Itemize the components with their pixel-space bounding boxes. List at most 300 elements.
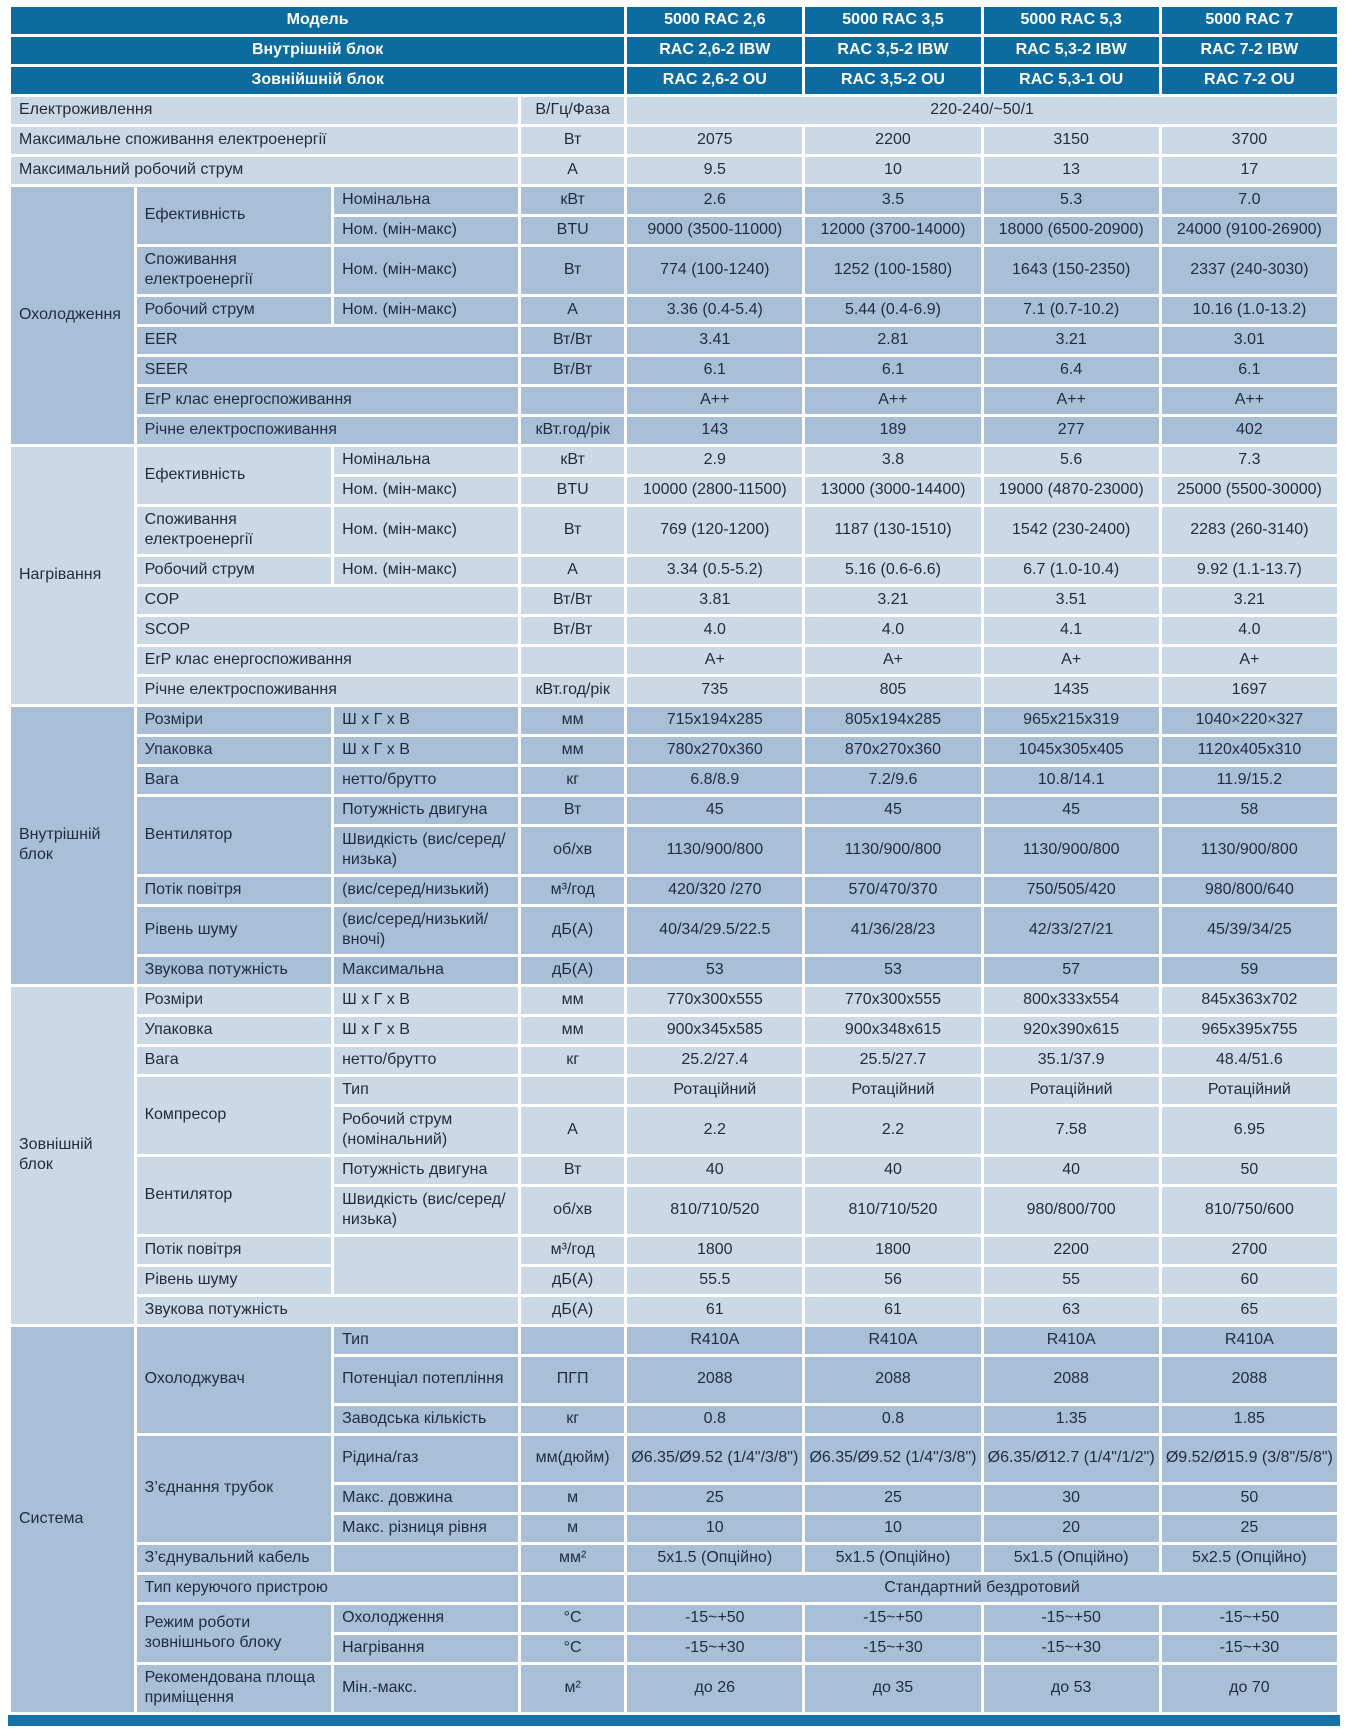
spec-label-cell: Потік повітря bbox=[137, 877, 331, 904]
table-row bbox=[11, 647, 1337, 674]
spec-label-cell: Упаковка bbox=[137, 737, 331, 764]
spec-label-cell: Рівень шуму bbox=[137, 1267, 331, 1294]
value-cell: 13000 (3000-14400) bbox=[805, 477, 980, 504]
table-row bbox=[11, 417, 1337, 444]
footer-bar bbox=[8, 1715, 1340, 1726]
value-cell: 3.21 bbox=[984, 327, 1159, 354]
value-cell: 25 bbox=[805, 1485, 980, 1512]
value-cell: 41/36/28/23 bbox=[805, 907, 980, 954]
table-row bbox=[11, 247, 1337, 294]
value-cell: 61 bbox=[805, 1297, 980, 1324]
value-cell: до 53 bbox=[984, 1665, 1159, 1712]
value-cell: 1542 (230-2400) bbox=[984, 507, 1159, 554]
value-cell: 1.35 bbox=[984, 1406, 1159, 1433]
table-row bbox=[11, 327, 1337, 354]
unit-cell: А bbox=[521, 1107, 624, 1154]
spec-sublabel-cell: Тип bbox=[334, 1327, 518, 1354]
section-label-cell: Охолодження bbox=[11, 187, 134, 444]
value-cell: -15~+50 bbox=[1162, 1605, 1337, 1632]
value-cell: 10.16 (1.0-13.2) bbox=[1162, 297, 1337, 324]
spec-label-cell: Ефективність bbox=[137, 187, 331, 244]
spec-sublabel-cell: Заводська кількість bbox=[334, 1406, 518, 1433]
unit-cell: дБ(А) bbox=[521, 1267, 624, 1294]
value-cell: Ø6.35/Ø12.7 (1/4"/1/2") bbox=[984, 1436, 1159, 1482]
table-row bbox=[11, 37, 1337, 64]
unit-cell: А bbox=[521, 157, 624, 184]
table-row bbox=[11, 187, 1337, 214]
unit-cell: °C bbox=[521, 1635, 624, 1662]
table-row bbox=[11, 707, 1337, 734]
spec-sublabel-cell: Рідина/газ bbox=[334, 1436, 518, 1482]
spec-label-cell: Потік повітря bbox=[137, 1237, 331, 1264]
value-cell: 1045x305x405 bbox=[984, 737, 1159, 764]
spec-sublabel-cell: Нагрівання bbox=[334, 1635, 518, 1662]
table-row bbox=[11, 557, 1337, 584]
spec-sublabel-cell: Ш х Г х В bbox=[334, 737, 518, 764]
value-cell: R410A bbox=[627, 1327, 802, 1354]
table-header-cell: Модель bbox=[11, 7, 624, 34]
spec-sublabel-cell: (вис/серед/низький) bbox=[334, 877, 518, 904]
spec-sublabel-cell: Ном. (мін-макс) bbox=[334, 217, 518, 244]
value-cell: 25.2/27.4 bbox=[627, 1047, 802, 1074]
value-cell: 6.95 bbox=[1162, 1107, 1337, 1154]
unit-cell: кВт bbox=[521, 447, 624, 474]
table-row bbox=[11, 617, 1337, 644]
unit-cell bbox=[521, 647, 624, 674]
unit-cell: Вт bbox=[521, 797, 624, 824]
unit-cell: А bbox=[521, 557, 624, 584]
spec-sublabel-cell: Ш х Г х В bbox=[334, 1017, 518, 1044]
value-cell: Ротаційний bbox=[984, 1077, 1159, 1104]
spec-label-cell: З’єднувальний кабель bbox=[137, 1545, 331, 1572]
value-cell: 980/800/700 bbox=[984, 1187, 1159, 1234]
value-cell: 6.1 bbox=[627, 357, 802, 384]
value-cell: 1.85 bbox=[1162, 1406, 1337, 1433]
spec-label-cell: SEER bbox=[137, 357, 518, 384]
value-cell: 10000 (2800-11500) bbox=[627, 477, 802, 504]
value-cell: 60 bbox=[1162, 1267, 1337, 1294]
value-cell: 800x333x554 bbox=[984, 987, 1159, 1014]
value-cell: 3.01 bbox=[1162, 327, 1337, 354]
value-cell: 48.4/51.6 bbox=[1162, 1047, 1337, 1074]
value-cell: 6.4 bbox=[984, 357, 1159, 384]
spec-label-cell: Робочий струм bbox=[137, 557, 331, 584]
value-cell: 25000 (5500-30000) bbox=[1162, 477, 1337, 504]
value-cell: 4.1 bbox=[984, 617, 1159, 644]
value-cell: 920x390x615 bbox=[984, 1017, 1159, 1044]
value-cell: 2.9 bbox=[627, 447, 802, 474]
value-cell: 1130/900/800 bbox=[627, 827, 802, 874]
value-cell: 1252 (100-1580) bbox=[805, 247, 980, 294]
value-cell: 3.8 bbox=[805, 447, 980, 474]
model-header-cell: RAC 5,3-1 OU bbox=[984, 67, 1159, 94]
value-cell: 56 bbox=[805, 1267, 980, 1294]
spec-sublabel-cell: Ном. (мін-макс) bbox=[334, 297, 518, 324]
spec-sublabel-cell: нетто/брутто bbox=[334, 767, 518, 794]
value-cell: 277 bbox=[984, 417, 1159, 444]
table-row bbox=[11, 877, 1337, 904]
unit-cell: °C bbox=[521, 1605, 624, 1632]
unit-cell: кг bbox=[521, 1406, 624, 1433]
value-cell: 2075 bbox=[627, 127, 802, 154]
value-cell: -15~+30 bbox=[805, 1635, 980, 1662]
value-cell: Стандартний бездротовий bbox=[627, 1575, 1337, 1602]
model-header-cell: RAC 2,6-2 OU bbox=[627, 67, 802, 94]
table-row bbox=[11, 1665, 1337, 1712]
spec-label-cell: Електроживлення bbox=[11, 97, 518, 124]
value-cell: 2.6 bbox=[627, 187, 802, 214]
value-cell: 7.58 bbox=[984, 1107, 1159, 1154]
value-cell: 1435 bbox=[984, 677, 1159, 704]
value-cell: 25.5/27.7 bbox=[805, 1047, 980, 1074]
unit-cell bbox=[521, 387, 624, 414]
value-cell: 45 bbox=[984, 797, 1159, 824]
value-cell: 7.2/9.6 bbox=[805, 767, 980, 794]
value-cell: 3.21 bbox=[805, 587, 980, 614]
value-cell: 2088 bbox=[805, 1357, 980, 1403]
spec-sublabel-cell: Ш х Г х В bbox=[334, 987, 518, 1014]
model-header-cell: RAC 3,5-2 IBW bbox=[805, 37, 980, 64]
spec-sublabel-cell: Тип bbox=[334, 1077, 518, 1104]
value-cell: 7.0 bbox=[1162, 187, 1337, 214]
value-cell: -15~+30 bbox=[1162, 1635, 1337, 1662]
value-cell: 1187 (130-1510) bbox=[805, 507, 980, 554]
unit-cell: об/хв bbox=[521, 827, 624, 874]
value-cell: 810/710/520 bbox=[805, 1187, 980, 1234]
value-cell: 143 bbox=[627, 417, 802, 444]
spec-label-cell: Ефективність bbox=[137, 447, 331, 504]
spec-label-cell: Вага bbox=[137, 1047, 331, 1074]
value-cell: 53 bbox=[805, 957, 980, 984]
spec-table-body bbox=[11, 7, 1337, 1712]
value-cell: 5.6 bbox=[984, 447, 1159, 474]
table-row bbox=[11, 987, 1337, 1014]
spec-sublabel-cell: нетто/брутто bbox=[334, 1047, 518, 1074]
spec-label-cell: Річне електроспоживання bbox=[137, 417, 518, 444]
value-cell: 1130/900/800 bbox=[1162, 827, 1337, 874]
spec-label-cell: Розміри bbox=[137, 987, 331, 1014]
value-cell: Ротаційний bbox=[627, 1077, 802, 1104]
unit-cell bbox=[521, 1327, 624, 1354]
spec-label-cell: Максимальне споживання електроенергії bbox=[11, 127, 518, 154]
spec-label-cell: Компресор bbox=[137, 1077, 331, 1154]
value-cell: 25 bbox=[1162, 1515, 1337, 1542]
value-cell: 6.7 (1.0-10.4) bbox=[984, 557, 1159, 584]
value-cell: Ø9.52/Ø15.9 (3/8"/5/8") bbox=[1162, 1436, 1337, 1482]
table-row bbox=[11, 357, 1337, 384]
value-cell: 980/800/640 bbox=[1162, 877, 1337, 904]
value-cell: 1040×220×327 bbox=[1162, 707, 1337, 734]
spec-label-cell: Звукова потужність bbox=[137, 957, 331, 984]
value-cell: 805 bbox=[805, 677, 980, 704]
value-cell: 1120x405x310 bbox=[1162, 737, 1337, 764]
spec-sublabel-cell: Швидкість (вис/серед/низька) bbox=[334, 827, 518, 874]
spec-sublabel-cell: Номінальна bbox=[334, 447, 518, 474]
spec-label-cell: Охолоджувач bbox=[137, 1327, 331, 1433]
value-cell: 965x215x319 bbox=[984, 707, 1159, 734]
spec-label-cell: Вентилятор bbox=[137, 797, 331, 874]
value-cell: 4.0 bbox=[1162, 617, 1337, 644]
unit-cell: м³/год bbox=[521, 1237, 624, 1264]
value-cell: 774 (100-1240) bbox=[627, 247, 802, 294]
value-cell: 3700 bbox=[1162, 127, 1337, 154]
value-cell: 5.3 bbox=[984, 187, 1159, 214]
unit-cell: Вт bbox=[521, 507, 624, 554]
table-row bbox=[11, 1017, 1337, 1044]
model-header-cell: RAC 5,3-2 IBW bbox=[984, 37, 1159, 64]
value-cell: 4.0 bbox=[805, 617, 980, 644]
value-cell: 3.36 (0.4-5.4) bbox=[627, 297, 802, 324]
value-cell: 30 bbox=[984, 1485, 1159, 1512]
value-cell: 24000 (9100-26900) bbox=[1162, 217, 1337, 244]
value-cell: 2088 bbox=[627, 1357, 802, 1403]
value-cell: 20 bbox=[984, 1515, 1159, 1542]
value-cell: 57 bbox=[984, 957, 1159, 984]
table-row bbox=[11, 907, 1337, 954]
value-cell: 7.1 (0.7-10.2) bbox=[984, 297, 1159, 324]
section-label-cell: Зовнішній блок bbox=[11, 987, 134, 1324]
value-cell: -15~+30 bbox=[984, 1635, 1159, 1662]
spec-sublabel-cell: Мін.-макс. bbox=[334, 1665, 518, 1712]
value-cell: 845x363x702 bbox=[1162, 987, 1337, 1014]
value-cell: 1130/900/800 bbox=[984, 827, 1159, 874]
unit-cell: мм bbox=[521, 987, 624, 1014]
value-cell: 40/34/29.5/22.5 bbox=[627, 907, 802, 954]
value-cell: 5.44 (0.4-6.9) bbox=[805, 297, 980, 324]
value-cell: 5.16 (0.6-6.6) bbox=[805, 557, 980, 584]
unit-cell: А bbox=[521, 297, 624, 324]
table-row bbox=[11, 957, 1337, 984]
value-cell: 11.9/15.2 bbox=[1162, 767, 1337, 794]
value-cell: 3.41 bbox=[627, 327, 802, 354]
model-header-cell: 5000 RAC 5,3 bbox=[984, 7, 1159, 34]
value-cell: 53 bbox=[627, 957, 802, 984]
spec-sublabel-cell: Ном. (мін-макс) bbox=[334, 247, 518, 294]
value-cell: A++ bbox=[627, 387, 802, 414]
value-cell: 61 bbox=[627, 1297, 802, 1324]
value-cell: 2.2 bbox=[805, 1107, 980, 1154]
value-cell: A++ bbox=[984, 387, 1159, 414]
value-cell: 965x395x755 bbox=[1162, 1017, 1337, 1044]
spec-label-cell: Рекомендована площа приміщення bbox=[137, 1665, 331, 1712]
value-cell: 19000 (4870-23000) bbox=[984, 477, 1159, 504]
spec-label-cell: SCOP bbox=[137, 617, 518, 644]
value-cell: 6.8/8.9 bbox=[627, 767, 802, 794]
value-cell: 1697 bbox=[1162, 677, 1337, 704]
value-cell: R410A bbox=[984, 1327, 1159, 1354]
value-cell: 1130/900/800 bbox=[805, 827, 980, 874]
value-cell: до 70 bbox=[1162, 1665, 1337, 1712]
table-row bbox=[11, 1436, 1337, 1482]
value-cell: 10.8/14.1 bbox=[984, 767, 1159, 794]
value-cell: 9.5 bbox=[627, 157, 802, 184]
value-cell: R410A bbox=[1162, 1327, 1337, 1354]
table-row bbox=[11, 677, 1337, 704]
unit-cell: мм(дюйм) bbox=[521, 1436, 624, 1482]
value-cell: 7.3 bbox=[1162, 447, 1337, 474]
spec-label-cell: Вага bbox=[137, 767, 331, 794]
value-cell: R410A bbox=[805, 1327, 980, 1354]
unit-cell: м bbox=[521, 1485, 624, 1512]
value-cell: 10 bbox=[805, 1515, 980, 1542]
table-row bbox=[11, 587, 1337, 614]
value-cell: 2088 bbox=[984, 1357, 1159, 1403]
value-cell: 735 bbox=[627, 677, 802, 704]
value-cell: 10 bbox=[805, 157, 980, 184]
unit-cell: мм bbox=[521, 737, 624, 764]
value-cell: 2.2 bbox=[627, 1107, 802, 1154]
spec-label-cell: Максимальний робочий струм bbox=[11, 157, 518, 184]
unit-cell: об/хв bbox=[521, 1187, 624, 1234]
value-cell: 12000 (3700-14000) bbox=[805, 217, 980, 244]
spec-sublabel-cell: (вис/серед/низький/ вночі) bbox=[334, 907, 518, 954]
model-header-cell: RAC 7-2 OU bbox=[1162, 67, 1337, 94]
unit-cell: Вт bbox=[521, 247, 624, 294]
value-cell: 3.51 bbox=[984, 587, 1159, 614]
value-cell: 0.8 bbox=[805, 1406, 980, 1433]
table-row bbox=[11, 447, 1337, 474]
spec-label-cell: Режим роботи зовнішнього блоку bbox=[137, 1605, 331, 1662]
table-row bbox=[11, 387, 1337, 414]
value-cell: 35.1/37.9 bbox=[984, 1047, 1159, 1074]
spec-sublabel-cell: Швидкість (вис/серед/низька) bbox=[334, 1187, 518, 1234]
table-row bbox=[11, 1327, 1337, 1354]
value-cell: 9.92 (1.1-13.7) bbox=[1162, 557, 1337, 584]
value-cell: 2337 (240-3030) bbox=[1162, 247, 1337, 294]
value-cell: 40 bbox=[627, 1157, 802, 1184]
spec-label-cell: COP bbox=[137, 587, 518, 614]
unit-cell: кг bbox=[521, 767, 624, 794]
table-row bbox=[11, 737, 1337, 764]
table-header-cell: Внутрішній блок bbox=[11, 37, 624, 64]
value-cell: 6.1 bbox=[805, 357, 980, 384]
table-row bbox=[11, 797, 1337, 824]
unit-cell: дБ(А) bbox=[521, 1297, 624, 1324]
value-cell: 10 bbox=[627, 1515, 802, 1542]
value-cell: 2.81 bbox=[805, 327, 980, 354]
value-cell: 2088 bbox=[1162, 1357, 1337, 1403]
section-label-cell: Система bbox=[11, 1327, 134, 1712]
unit-cell: ПГП bbox=[521, 1357, 624, 1403]
value-cell: 45/39/34/25 bbox=[1162, 907, 1337, 954]
table-row bbox=[11, 1157, 1337, 1184]
value-cell: 58 bbox=[1162, 797, 1337, 824]
unit-cell bbox=[521, 1077, 624, 1104]
table-row bbox=[11, 67, 1337, 94]
table-row bbox=[11, 97, 1337, 124]
spec-label-cell: Тип керуючого пристрою bbox=[137, 1575, 518, 1602]
unit-cell: кВт bbox=[521, 187, 624, 214]
table-row bbox=[11, 1575, 1337, 1602]
value-cell: 715x194x285 bbox=[627, 707, 802, 734]
value-cell: 50 bbox=[1162, 1157, 1337, 1184]
value-cell: 45 bbox=[627, 797, 802, 824]
table-row bbox=[11, 1297, 1337, 1324]
spec-sublabel-cell: Охолодження bbox=[334, 1605, 518, 1632]
unit-cell: BTU bbox=[521, 477, 624, 504]
value-cell: 805x194x285 bbox=[805, 707, 980, 734]
value-cell: 65 bbox=[1162, 1297, 1337, 1324]
spec-sublabel-cell: Ш х Г х В bbox=[334, 707, 518, 734]
value-cell: -15~+50 bbox=[627, 1605, 802, 1632]
value-cell: 220-240/~50/1 bbox=[627, 97, 1337, 124]
model-header-cell: RAC 2,6-2 IBW bbox=[627, 37, 802, 64]
spec-label-cell: Звукова потужність bbox=[137, 1297, 518, 1324]
value-cell: Ø6.35/Ø9.52 (1/4"/3/8") bbox=[805, 1436, 980, 1482]
value-cell: 5x1.5 (Опційно) bbox=[805, 1545, 980, 1572]
value-cell: 9000 (3500-11000) bbox=[627, 217, 802, 244]
table-row bbox=[11, 7, 1337, 34]
value-cell: 45 bbox=[805, 797, 980, 824]
value-cell: 870x270x360 bbox=[805, 737, 980, 764]
value-cell: 1800 bbox=[627, 1237, 802, 1264]
value-cell: 3.34 (0.5-5.2) bbox=[627, 557, 802, 584]
value-cell: 18000 (6500-20900) bbox=[984, 217, 1159, 244]
value-cell: до 26 bbox=[627, 1665, 802, 1712]
value-cell: -15~+30 bbox=[627, 1635, 802, 1662]
table-row bbox=[11, 1267, 1337, 1294]
value-cell: 2200 bbox=[805, 127, 980, 154]
unit-cell: м² bbox=[521, 1665, 624, 1712]
unit-cell: мм² bbox=[521, 1545, 624, 1572]
table-row bbox=[11, 157, 1337, 184]
value-cell: 770x300x555 bbox=[805, 987, 980, 1014]
section-label-cell: Внутрішній блок bbox=[11, 707, 134, 984]
spec-label-cell: Робочий струм bbox=[137, 297, 331, 324]
value-cell: 0.8 bbox=[627, 1406, 802, 1433]
value-cell: 17 bbox=[1162, 157, 1337, 184]
value-cell: Ø6.35/Ø9.52 (1/4"/3/8") bbox=[627, 1436, 802, 1482]
unit-cell: В/Гц/Фаза bbox=[521, 97, 624, 124]
spec-sublabel-cell: Макс. довжина bbox=[334, 1485, 518, 1512]
spec-sublabel-cell: Потужність двигуна bbox=[334, 797, 518, 824]
value-cell: 5x2.5 (Опційно) bbox=[1162, 1545, 1337, 1572]
unit-cell: м³/год bbox=[521, 877, 624, 904]
spec-sublabel-cell bbox=[334, 1545, 518, 1572]
spec-label-cell: ErP клас енергоспоживання bbox=[137, 387, 518, 414]
value-cell: 2700 bbox=[1162, 1237, 1337, 1264]
unit-cell: м bbox=[521, 1515, 624, 1542]
value-cell: 1800 bbox=[805, 1237, 980, 1264]
value-cell: 420/320 /270 bbox=[627, 877, 802, 904]
spec-sublabel-cell: Макс. різниця рівня bbox=[334, 1515, 518, 1542]
value-cell: 770x300x555 bbox=[627, 987, 802, 1014]
spec-sublabel-cell: Ном. (мін-макс) bbox=[334, 477, 518, 504]
table-row bbox=[11, 1545, 1337, 1572]
model-header-cell: 5000 RAC 7 bbox=[1162, 7, 1337, 34]
value-cell: 4.0 bbox=[627, 617, 802, 644]
spec-label-cell: Розміри bbox=[137, 707, 331, 734]
value-cell: A+ bbox=[805, 647, 980, 674]
unit-cell: Вт/Вт bbox=[521, 587, 624, 614]
spec-sublabel-cell: Потенціал потепління bbox=[334, 1357, 518, 1403]
table-row bbox=[11, 297, 1337, 324]
value-cell: 2200 bbox=[984, 1237, 1159, 1264]
value-cell: 3.81 bbox=[627, 587, 802, 614]
spec-sublabel-cell bbox=[334, 1237, 518, 1294]
value-cell: 189 bbox=[805, 417, 980, 444]
unit-cell: Вт bbox=[521, 1157, 624, 1184]
unit-cell: кВт.год/рік bbox=[521, 677, 624, 704]
table-row bbox=[11, 1237, 1337, 1264]
spec-label-cell: EER bbox=[137, 327, 518, 354]
value-cell: Ротаційний bbox=[1162, 1077, 1337, 1104]
table-row bbox=[11, 1047, 1337, 1074]
value-cell: A+ bbox=[984, 647, 1159, 674]
value-cell: 59 bbox=[1162, 957, 1337, 984]
spec-label-cell: Упаковка bbox=[137, 1017, 331, 1044]
value-cell: A++ bbox=[1162, 387, 1337, 414]
